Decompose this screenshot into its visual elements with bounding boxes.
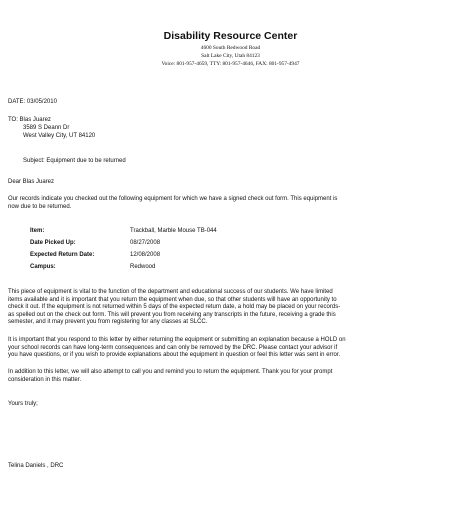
signature: Telina Daniels , DRC <box>8 463 64 469</box>
paragraph-line: semester, and it may prevent you from registering for any classes at SLCC. <box>8 319 208 326</box>
paragraph-line: In addition to this letter, we will also attempt to call you and remind you to return the equipment. Thank you for your prompt <box>8 369 333 375</box>
intro-paragraph <box>8 196 448 211</box>
date-picked-up-value: 08/27/2008 <box>130 240 161 246</box>
org-name: Disability Resource Center <box>163 30 298 42</box>
item-label: Item: <box>30 228 45 234</box>
paragraph-line: It is important that you respond to this letter by either returning the equipment or submitting an explanation because a HOLD on <box>8 337 346 343</box>
recipient-city: West Valley City, UT 84120 <box>23 133 96 139</box>
paragraph-3 <box>8 369 448 384</box>
recipient-name: TO: Blas Juarez <box>8 117 51 123</box>
recipient-street: 3589 S Deann Dr <box>23 125 70 131</box>
paragraph-2 <box>8 337 448 360</box>
contact-line: Voice: 801-957-4659, TTY: 801-957-4646, FAX: 801-957-4947 <box>161 61 300 67</box>
expected-return-value: 12/08/2008 <box>130 252 161 258</box>
paragraph-line: check it out. If the equipment is not returned within 5 days of the expected return date, a hold may be placed on your records- <box>8 304 341 311</box>
address-line-1: 4600 South Redwood Road <box>200 45 261 51</box>
campus-value: Redwood <box>130 264 156 270</box>
subject-line: Subject: Equipment due to be returned <box>23 158 126 164</box>
paragraph-1 <box>8 289 448 327</box>
closing: Yours truly; <box>8 401 38 407</box>
paragraph-line: your school records can have long-term consequences and can only be removed by the DRC. Please contact your advisor if <box>8 344 338 351</box>
expected-return-label: Expected Return Date: <box>30 252 95 258</box>
intro-line: Our records indicate you checked out the following equipment for which we have a signed check out form. This equipment is <box>8 196 338 202</box>
date-line: DATE: 03/05/2010 <box>8 99 57 105</box>
address-line-2: Salt Lake City, Utah 84123 <box>201 53 260 59</box>
equipment-details <box>30 228 330 276</box>
salutation: Dear Blas Juarez <box>8 179 55 185</box>
intro-line: now due to be returned. <box>8 203 72 210</box>
paragraph-line: consideration in this matter. <box>8 376 82 383</box>
paragraph-line: as spelled out on the check out form. This will prevent you from receiving any transcripts in the future, receiving a grade this <box>8 311 336 318</box>
campus-label: Campus: <box>30 264 56 270</box>
paragraph-line: items available and it is important that you return the equipment when due, so that other students will have an opportunity to <box>8 296 337 303</box>
paragraph-line: you have questions, or if you wish to provide explanations about the equipment in question or feel this letter was sent in error. <box>8 352 341 359</box>
item-value: Trackball, Marble Mouse TB-044 <box>130 228 217 234</box>
paragraph-line: This piece of equipment is vital to the function of the department and educational success of our students. We have limited <box>8 289 333 295</box>
date-picked-up-label: Date Picked Up: <box>30 240 76 246</box>
